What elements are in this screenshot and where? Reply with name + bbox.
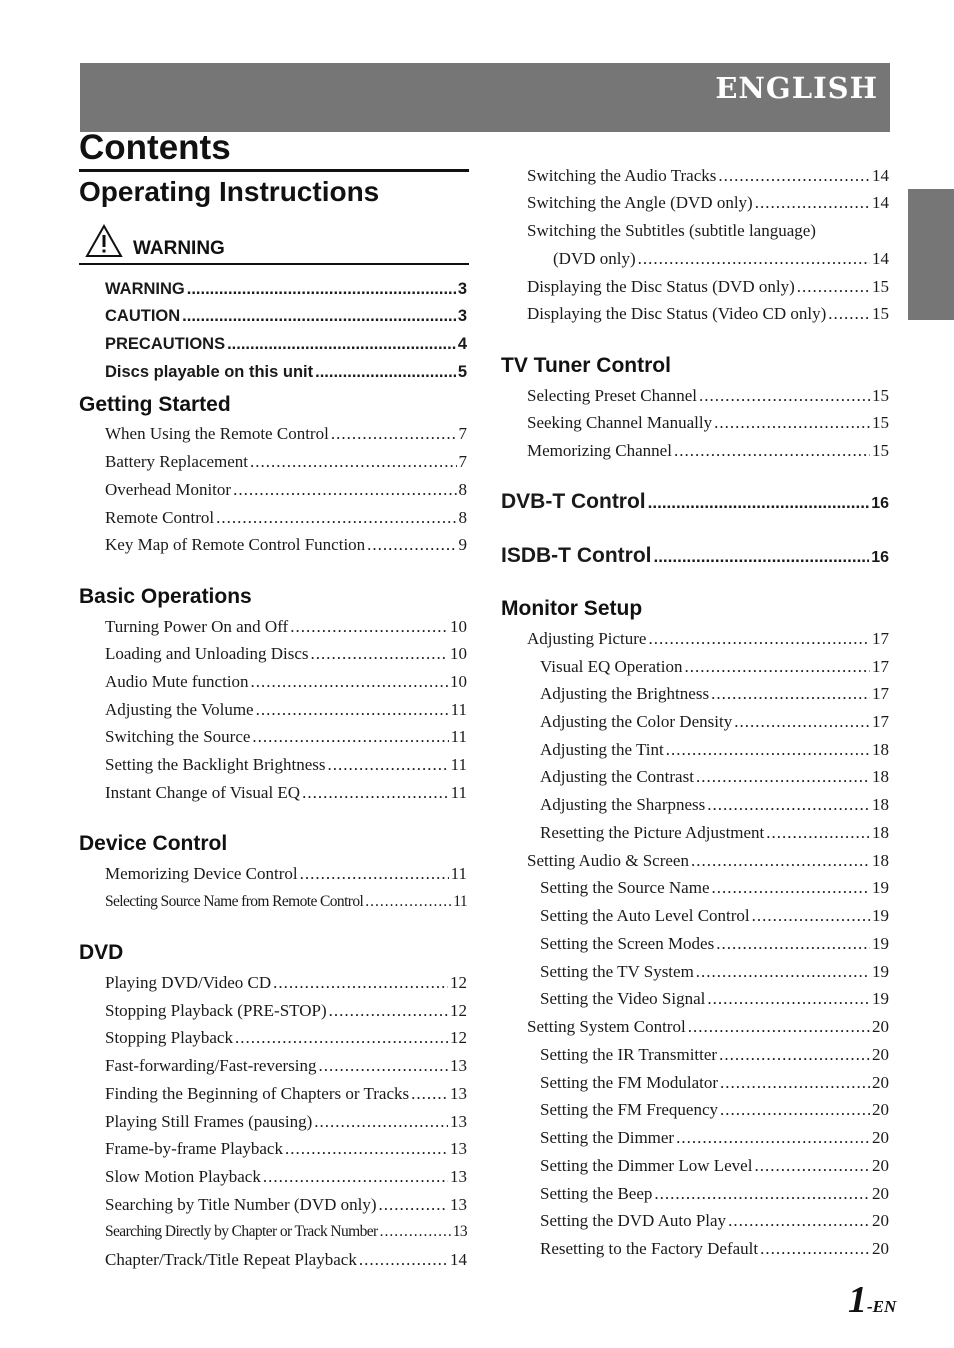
toc-leader — [319, 1056, 448, 1076]
toc-entry-title: Adjusting the Tint — [540, 740, 664, 759]
title-divider — [79, 169, 469, 172]
toc-leader — [315, 362, 456, 382]
toc-entry-page: 7 — [458, 452, 467, 471]
toc-leader — [714, 413, 870, 433]
toc-entry[interactable] — [540, 1100, 889, 1120]
toc-entry-title: Frame-by-frame Playback — [105, 1139, 283, 1158]
page-number-suffix: -EN — [867, 1297, 897, 1316]
warning-triangle-icon — [85, 224, 123, 258]
toc-entry-page: 11 — [450, 727, 467, 746]
toc-entry-page: 10 — [450, 617, 467, 636]
toc-entry-title: Playing DVD/Video CD — [105, 973, 272, 992]
toc-entry-page: 12 — [450, 1028, 467, 1047]
toc-leader — [263, 1167, 448, 1187]
toc-leader — [235, 1028, 448, 1048]
toc-entry-page: 10 — [450, 644, 467, 663]
toc-entry-page: 18 — [872, 851, 889, 870]
toc-entry-title: ISDB-T Control — [501, 544, 652, 567]
toc-leader — [233, 480, 456, 500]
toc-entry-page: 12 — [450, 973, 467, 992]
page-title: Contents — [79, 128, 231, 167]
toc-entry[interactable] — [527, 441, 889, 461]
toc-leader — [766, 823, 870, 843]
toc-entry-page: 15 — [872, 441, 889, 460]
toc-leader — [187, 279, 456, 299]
toc-entry-title: Overhead Monitor — [105, 480, 232, 499]
toc-leader — [311, 644, 449, 664]
toc-leader — [256, 700, 449, 720]
section-heading-getting-started: Getting Started — [79, 393, 231, 416]
toc-entry[interactable] — [105, 783, 467, 803]
toc-entry-title: Stopping Playback — [105, 1028, 233, 1047]
toc-entry[interactable] — [540, 823, 889, 843]
toc-leader — [654, 1184, 870, 1204]
toc-leader — [411, 1084, 448, 1104]
toc-entry-page: 20 — [872, 1184, 889, 1203]
toc-leader — [365, 892, 451, 912]
toc-entry-page: 10 — [450, 672, 467, 691]
toc-entry-title: Adjusting the Color Density — [540, 712, 733, 731]
toc-entry-page: 19 — [872, 962, 889, 981]
toc-leader — [302, 783, 449, 803]
toc-entry-page: 8 — [458, 480, 467, 499]
toc-entry[interactable] — [540, 1073, 889, 1093]
toc-leader — [755, 193, 870, 213]
toc-entry-page: 11 — [450, 700, 467, 719]
toc-entry[interactable] — [105, 1001, 467, 1021]
toc-entry-page: 20 — [872, 1017, 889, 1036]
toc-entry-title: Memorizing Device Control — [105, 864, 298, 883]
toc-entry[interactable] — [105, 452, 467, 472]
toc-entry-page: 15 — [872, 413, 889, 432]
toc-entry-title: Switching the Subtitles (subtitle language) — [527, 221, 816, 240]
toc-entry-title: Setting the Video Signal — [540, 989, 706, 1008]
toc-entry-page: 12 — [450, 1001, 467, 1020]
toc-entry-page: 19 — [872, 989, 889, 1008]
toc-entry[interactable] — [105, 1112, 467, 1132]
toc-entry-title: Setting the TV System — [540, 962, 694, 981]
toc-leader — [250, 452, 456, 472]
toc-entry-title: Battery Replacement — [105, 452, 249, 471]
toc-entry[interactable] — [105, 362, 467, 382]
toc-entry-page: 19 — [872, 878, 889, 897]
toc-leader — [691, 851, 870, 871]
toc-entry-page: 13 — [450, 1139, 467, 1158]
toc-leader — [712, 878, 871, 898]
toc-entry-title: Discs playable on this unit — [105, 363, 314, 381]
toc-entry[interactable] — [553, 249, 889, 269]
toc-entry-title: WARNING — [105, 280, 185, 298]
toc-entry-title: Switching the Source — [105, 727, 251, 746]
toc-leader — [720, 1100, 870, 1120]
toc-entry-page: 17 — [872, 684, 889, 703]
toc-entry-title: Loading and Unloading Discs — [105, 644, 309, 663]
toc-entry[interactable] — [540, 684, 889, 704]
toc-leader — [754, 1156, 870, 1176]
toc-section-isdb-t[interactable] — [501, 544, 889, 570]
toc-entry-title: Setting the Dimmer — [540, 1128, 675, 1147]
toc-entry-page: 17 — [872, 657, 889, 676]
toc-leader — [666, 740, 870, 760]
toc-section-dvb-t[interactable] — [501, 490, 889, 516]
toc-entry[interactable] — [105, 535, 467, 555]
toc-entry-page: 14 — [872, 193, 889, 212]
toc-entry-title: Selecting Preset Channel — [527, 386, 697, 405]
toc-leader — [760, 1239, 870, 1259]
toc-leader — [752, 906, 870, 926]
toc-entry[interactable] — [105, 1084, 467, 1104]
toc-entry[interactable] — [105, 1195, 467, 1215]
toc-entry[interactable] — [105, 727, 467, 747]
toc-entry[interactable] — [540, 989, 889, 1009]
toc-entry-title: Setting Audio & Screen — [527, 851, 689, 870]
toc-entry[interactable] — [540, 795, 889, 815]
toc-entry[interactable] — [105, 508, 467, 528]
toc-entry-page: 15 — [872, 277, 889, 296]
toc-leader — [380, 1222, 451, 1242]
toc-entry-page: 9 — [458, 535, 467, 554]
language-label: ENGLISH — [715, 71, 878, 105]
toc-entry[interactable] — [105, 1056, 467, 1076]
toc-entry-title: When Using the Remote Control — [105, 424, 329, 443]
toc-leader — [685, 657, 871, 677]
toc-entry-page: 11 — [450, 755, 467, 774]
toc-entry-title: Setting the Beep — [540, 1184, 653, 1203]
toc-leader — [648, 629, 870, 649]
toc-entry-title: Setting the Screen Modes — [540, 934, 715, 953]
toc-entry-title: Fast-forwarding/Fast-reversing — [105, 1056, 317, 1075]
toc-entry[interactable] — [105, 306, 467, 326]
toc-entry-page: 11 — [450, 864, 467, 883]
toc-entry[interactable] — [540, 767, 889, 787]
toc-leader — [314, 1112, 448, 1132]
toc-entry-title: Turning Power On and Off — [105, 617, 289, 636]
toc-entry[interactable] — [105, 334, 467, 354]
toc-entry-title: Searching Directly by Chapter or Track Number — [105, 1223, 378, 1240]
toc-leader — [828, 304, 870, 324]
toc-entry[interactable] — [540, 740, 889, 760]
toc-entry-page: 4 — [457, 335, 467, 353]
toc-entry-title: Selecting Source Name from Remote Control — [105, 893, 364, 910]
toc-leader — [251, 672, 448, 692]
toc-entry-page: 14 — [450, 1250, 467, 1269]
toc-entry-page: 11 — [450, 783, 467, 802]
toc-entry-title: Adjusting the Sharpness — [540, 795, 706, 814]
toc-entry-page: 8 — [458, 508, 467, 527]
toc-entry[interactable] — [527, 386, 889, 406]
toc-entry-page: 14 — [872, 249, 889, 268]
toc-entry[interactable] — [540, 1239, 889, 1259]
section-heading-monitor-setup: Monitor Setup — [501, 597, 643, 620]
toc-leader — [688, 1017, 870, 1037]
toc-entry[interactable] — [105, 973, 467, 993]
toc-leader — [182, 306, 456, 326]
toc-entry-page: 19 — [872, 934, 889, 953]
toc-leader — [227, 334, 456, 354]
toc-leader — [720, 1073, 870, 1093]
toc-entry-page: 20 — [872, 1073, 889, 1092]
toc-entry-page: 14 — [872, 166, 889, 185]
toc-entry[interactable] — [540, 878, 889, 898]
toc-entry-title: Setting the DVD Auto Play — [540, 1211, 727, 1230]
toc-entry[interactable] — [105, 1167, 467, 1187]
toc-entry[interactable] — [540, 712, 889, 732]
toc-entry-page: 13 — [450, 1056, 467, 1075]
toc-leader — [331, 424, 457, 444]
toc-entry-page: 18 — [872, 740, 889, 759]
language-banner — [80, 63, 890, 132]
toc-entry-title: Setting System Control — [527, 1017, 686, 1036]
toc-entry-title: Instant Change of Visual EQ — [105, 783, 301, 802]
toc-entry[interactable] — [105, 644, 467, 664]
toc-leader — [379, 1195, 448, 1215]
toc-entry-title: Switching the Angle (DVD only) — [527, 193, 753, 212]
toc-leader — [252, 727, 448, 747]
toc-entry[interactable] — [540, 906, 889, 926]
toc-entry-page: 20 — [872, 1100, 889, 1119]
toc-entry-page: 17 — [872, 629, 889, 648]
toc-entry-page: 20 — [872, 1239, 889, 1258]
toc-entry-title: Finding the Beginning of Chapters or Tracks — [105, 1084, 410, 1103]
side-thumb-tab — [908, 189, 954, 320]
toc-entry[interactable] — [540, 657, 889, 677]
toc-entry-title: Adjusting the Contrast — [540, 767, 694, 786]
toc-entry-page: 3 — [457, 307, 467, 325]
toc-entry-title: Visual EQ Operation — [540, 657, 683, 676]
toc-leader — [797, 277, 870, 297]
section-heading-basic-operations: Basic Operations — [79, 585, 252, 608]
toc-entry-title: Key Map of Remote Control Function — [105, 535, 366, 554]
toc-leader — [719, 1045, 870, 1065]
toc-entry-page: 13 — [450, 1195, 467, 1214]
toc-entry-page: 16 — [871, 495, 889, 512]
toc-entry-title: Resetting the Picture Adjustment — [540, 823, 765, 842]
toc-entry[interactable] — [540, 1211, 889, 1231]
toc-leader — [728, 1211, 870, 1231]
toc-leader — [290, 617, 448, 637]
toc-entry[interactable] — [540, 962, 889, 982]
toc-entry-page: 13 — [452, 1223, 467, 1240]
toc-entry[interactable] — [105, 1028, 467, 1048]
toc-entry-title: Setting the Source Name — [540, 878, 710, 897]
toc-entry[interactable] — [540, 1156, 889, 1176]
toc-entry-page: 16 — [871, 549, 889, 566]
toc-entry[interactable] — [527, 629, 889, 649]
toc-leader — [707, 989, 870, 1009]
toc-leader — [216, 508, 456, 528]
toc-leader — [699, 386, 870, 406]
section-heading-dvd: DVD — [79, 941, 124, 964]
toc-entry-page: 11 — [453, 893, 467, 910]
warning-heading — [85, 224, 469, 266]
toc-entry-title: CAUTION — [105, 307, 181, 325]
toc-entry[interactable] — [105, 672, 467, 692]
toc-entry[interactable] — [105, 1250, 467, 1270]
toc-entry-page: 17 — [872, 712, 889, 731]
toc-entry-page: 19 — [872, 906, 889, 925]
toc-leader — [696, 962, 870, 982]
toc-entry-title: Resetting to the Factory Default — [540, 1239, 759, 1258]
toc-entry-page: 3 — [457, 280, 467, 298]
toc-entry-title: Setting the Auto Level Control — [540, 906, 750, 925]
toc-leader — [718, 166, 870, 186]
toc-entry[interactable] — [540, 1045, 889, 1065]
page-number — [848, 1278, 896, 1322]
toc-entry-page: 20 — [872, 1211, 889, 1230]
toc-entry[interactable] — [527, 304, 889, 324]
toc-entry[interactable] — [527, 851, 889, 871]
toc-leader — [328, 755, 449, 775]
warning-divider — [79, 263, 469, 265]
toc-entry-title: Stopping Playback (PRE-STOP) — [105, 1001, 327, 1020]
toc-entry-page: 15 — [872, 304, 889, 323]
toc-entry-title: Adjusting Picture — [527, 629, 647, 648]
toc-leader — [300, 864, 449, 884]
toc-leader — [711, 684, 870, 704]
toc-entry-page: 18 — [872, 795, 889, 814]
toc-entry-page: 18 — [872, 767, 889, 786]
toc-entry-title: Memorizing Channel — [527, 441, 672, 460]
toc-entry-title: Chapter/Track/Title Repeat Playback — [105, 1250, 357, 1269]
toc-entry-title: Adjusting the Volume — [105, 700, 254, 719]
toc-entry-title: Switching the Audio Tracks — [527, 166, 717, 185]
toc-entry[interactable] — [527, 193, 889, 213]
subtitle: Operating Instructions — [79, 176, 380, 207]
toc-leader — [696, 767, 870, 787]
toc-entry-page: 20 — [872, 1045, 889, 1064]
toc-entry-page: 5 — [457, 363, 467, 381]
toc-entry-page: 13 — [450, 1167, 467, 1186]
toc-leader — [716, 934, 870, 954]
toc-entry-title: Playing Still Frames (pausing) — [105, 1112, 313, 1131]
toc-entry-page: 13 — [450, 1084, 467, 1103]
toc-entry-title: (DVD only) — [553, 249, 636, 268]
toc-entry-title: Setting the FM Frequency — [540, 1100, 719, 1119]
toc-entry[interactable] — [527, 413, 889, 433]
toc-entry-title: DVB-T Control — [501, 490, 646, 513]
toc-leader — [707, 795, 870, 815]
toc-entry[interactable] — [527, 1017, 889, 1037]
toc-entry[interactable] — [527, 277, 889, 297]
toc-entry[interactable] — [105, 480, 467, 500]
page-number-value: 1 — [848, 1279, 867, 1321]
toc-leader — [367, 535, 456, 555]
toc-entry-page: 20 — [872, 1156, 889, 1175]
toc-entry-title: Remote Control — [105, 508, 215, 527]
toc-entry-title: Audio Mute function — [105, 672, 249, 691]
toc-entry[interactable] — [105, 1222, 467, 1242]
toc-entry[interactable] — [105, 864, 467, 884]
toc-entry[interactable] — [540, 1184, 889, 1204]
toc-entry-title: Setting the Dimmer Low Level — [540, 1156, 753, 1175]
warning-heading-label: WARNING — [133, 238, 225, 259]
section-heading-tv-tuner: TV Tuner Control — [501, 354, 671, 377]
toc-leader — [674, 441, 870, 461]
toc-leader — [676, 1128, 870, 1148]
toc-entry-page: 20 — [872, 1128, 889, 1147]
toc-entry[interactable] — [527, 166, 889, 186]
toc-entry-page: 15 — [872, 386, 889, 405]
toc-leader — [273, 973, 448, 993]
toc-entry[interactable] — [105, 424, 467, 444]
toc-leader — [359, 1250, 448, 1270]
toc-entry[interactable] — [105, 755, 467, 775]
toc-entry-page: 7 — [458, 424, 467, 443]
toc-entry-title: Displaying the Disc Status (DVD only) — [527, 277, 795, 296]
toc-entry-page: 13 — [450, 1112, 467, 1131]
toc-entry[interactable] — [105, 892, 467, 912]
toc-entry[interactable] — [540, 934, 889, 954]
toc-entry-title: Setting the FM Modulator — [540, 1073, 719, 1092]
toc-leader — [638, 249, 870, 269]
toc-leader — [648, 490, 870, 515]
toc-leader — [734, 712, 870, 732]
toc-entry-title: Displaying the Disc Status (Video CD only) — [527, 304, 827, 323]
toc-entry[interactable] — [540, 1128, 889, 1148]
toc-entry-title: Slow Motion Playback — [105, 1167, 261, 1186]
toc-entry-title: Searching by Title Number (DVD only) — [105, 1195, 377, 1214]
toc-entry[interactable] — [527, 221, 889, 241]
toc-leader — [285, 1139, 448, 1159]
toc-entry-title: PRECAUTIONS — [105, 335, 226, 353]
toc-entry-page: 18 — [872, 823, 889, 842]
toc-entry[interactable] — [105, 279, 467, 299]
toc-entry[interactable] — [105, 617, 467, 637]
toc-entry-title: Seeking Channel Manually — [527, 413, 713, 432]
section-heading-device-control: Device Control — [79, 832, 228, 855]
toc-leader — [329, 1001, 448, 1021]
toc-entry[interactable] — [105, 1139, 467, 1159]
toc-entry-title: Setting the IR Transmitter — [540, 1045, 718, 1064]
toc-entry-title: Adjusting the Brightness — [540, 684, 710, 703]
toc-entry[interactable] — [105, 700, 467, 720]
toc-entry-title: Setting the Backlight Brightness — [105, 755, 326, 774]
toc-leader — [653, 544, 869, 569]
